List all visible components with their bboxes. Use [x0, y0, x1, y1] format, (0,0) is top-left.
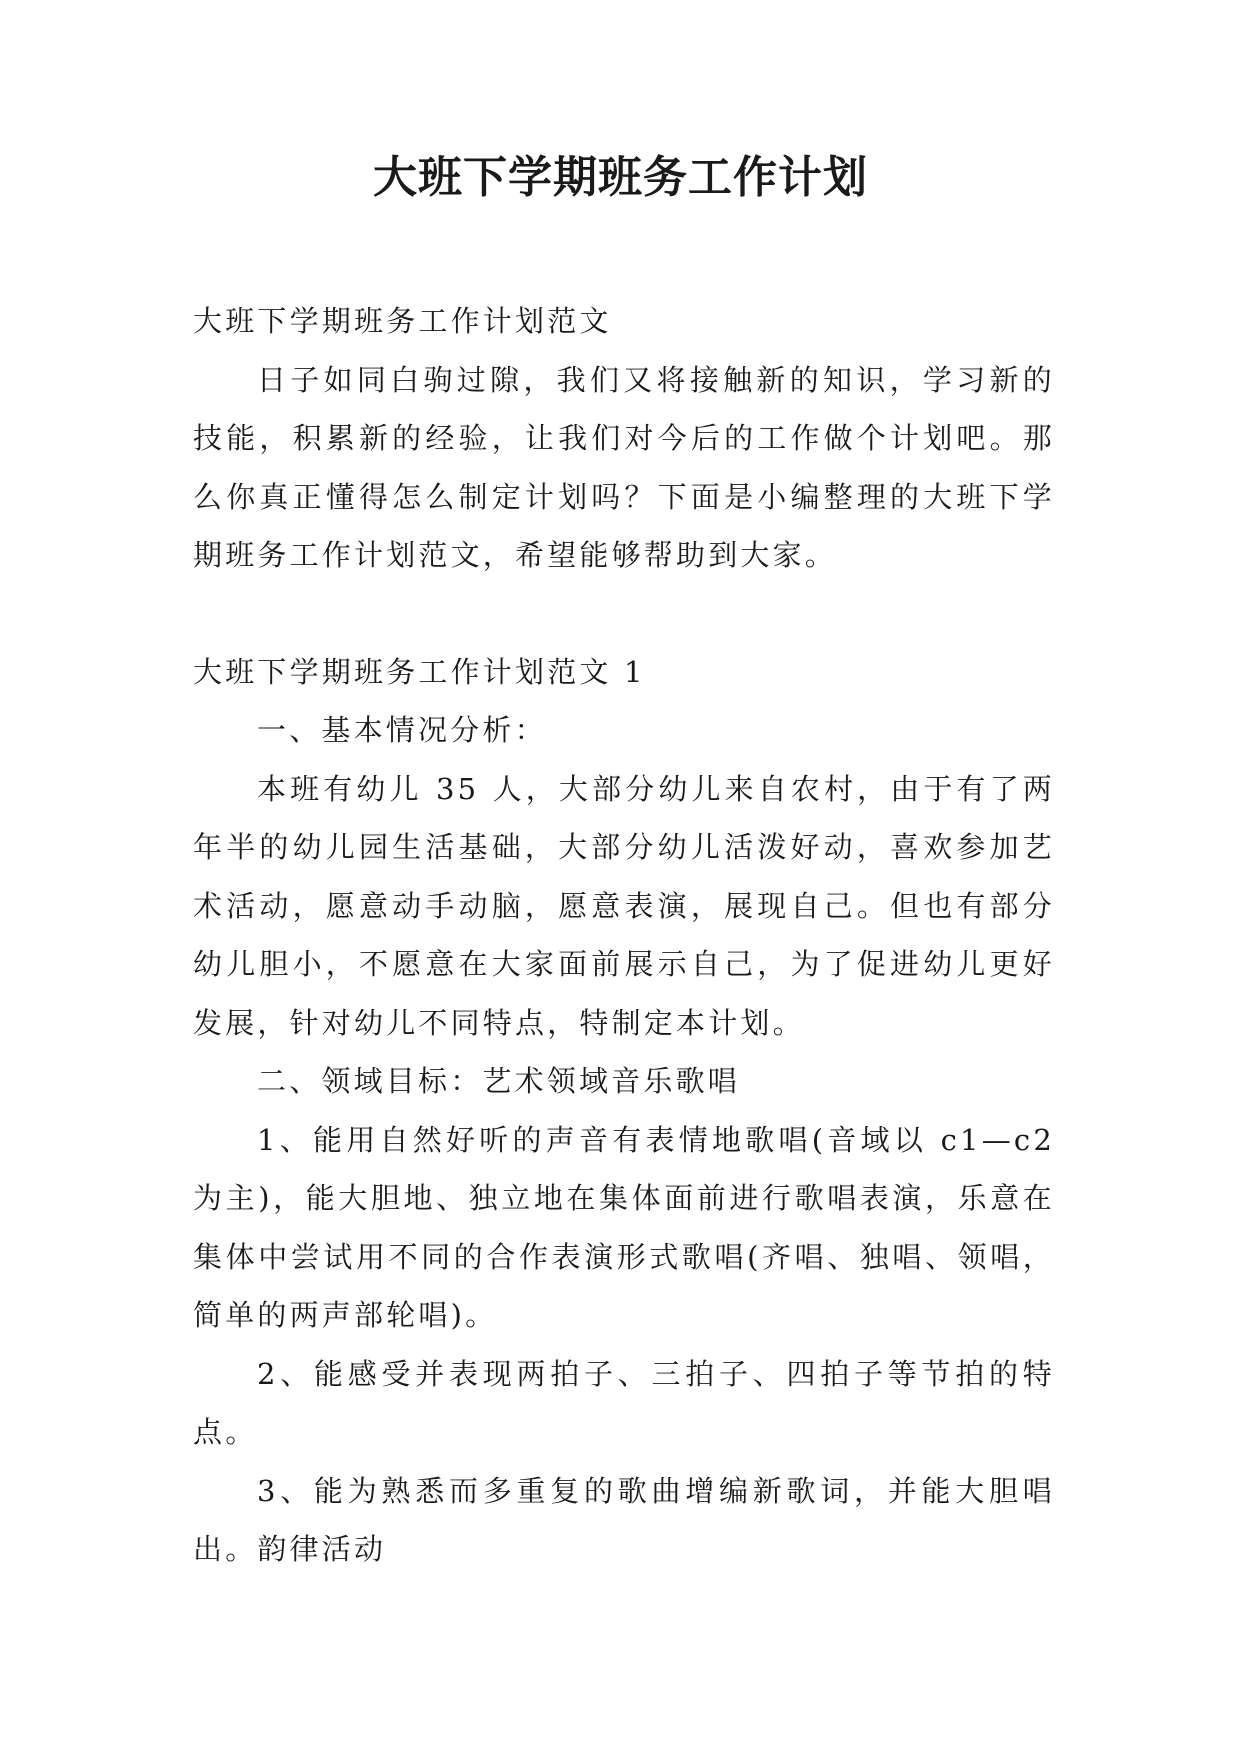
paragraph-intro: 日子如同白驹过隙，我们又将接触新的知识，学习新的技能，积累新的经验，让我们对今后的工作做个计划吧。那么你真正懂得怎么制定计划吗？下面是小编整理的大班下学期班务工作计划范文，希望能够帮助到大家。 [193, 362, 1055, 572]
paragraph-goal-2: 2、能感受并表现两拍子、三拍子、四拍子等节拍的特点。 [193, 1356, 1055, 1449]
paragraph-gap [193, 585, 1055, 643]
paragraph-section-heading: 大班下学期班务工作计划范文 1 [193, 654, 646, 689]
paragraph-subtitle: 大班下学期班务工作计划范文 [193, 304, 612, 338]
document-body [193, 292, 1055, 1579]
paragraph-heading-goals: 二、领域目标：艺术领域音乐歌唱 [257, 1064, 741, 1098]
paragraph-heading-basic-analysis: 一、基本情况分析： [257, 713, 547, 747]
paragraph-goal-1: 1、能用自然好听的声音有表情地歌唱(音域以 c1—c2 为主)，能大胆地、独立地在集体面前进行歌唱表演，乐意在集体中尝试用不同的合作表演形式歌唱(齐唱、独唱、领唱，简单的两声部轮唱)。 [193, 1122, 1055, 1332]
document-title: 大班下学期班务工作计划 [373, 152, 868, 203]
paragraph-goal-3: 3、能为熟悉而多重复的歌曲增编新歌词，并能大胆唱出。韵律活动 [193, 1473, 1055, 1566]
paragraph-basic-analysis: 本班有幼儿 35 人，大部分幼儿来自农村，由于有了两年半的幼儿园生活基础，大部分幼儿活泼好动，喜欢参加艺术活动，愿意动手动脑，愿意表演，展现自己。但也有部分幼儿胆小，不愿意在大家面前展示自己，为了促进幼儿更好发展，针对幼儿不同特点，特制定本计划。 [193, 771, 1055, 1040]
